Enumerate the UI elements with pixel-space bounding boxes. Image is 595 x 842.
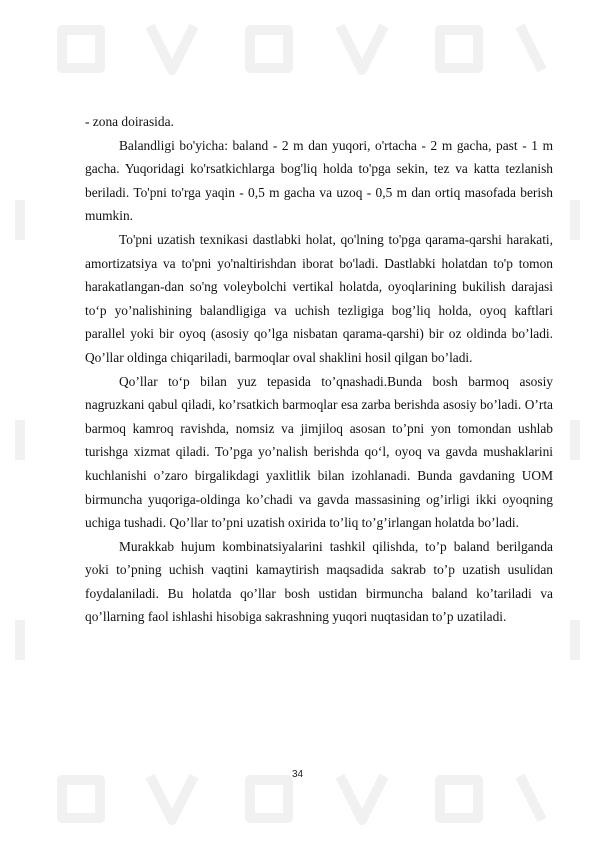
paragraph-pass-technique: To'pni uzatish texnikasi dastlabki holat, qo'lning to'pga qarama-qarshi harakati, amortizatsiya va to'pni yo'naltirishdan iborat bo'ladi. Dastlabki holatdan to'p tomon harakatlangan-dan so'ng voleybolchi vertikal holatda, oyoqlarining bukilish darajasi to‘p yo’nalishining balandligiga va uchish tezligiga bog’liq holda, oyoq kaftlari parallel yoki bir oyoq (asosiy qo’lga nisbatan qarama-qarshi) bir oz oldinda bo’ladi. Qo’llar oldinga chiqariladi, barmoqlar oval shaklini hosil qilgan bo’ladi.	[85, 231, 553, 365]
page-number: 34	[291, 769, 304, 780]
document-body	[85, 110, 553, 629]
paragraph-hand-contact: Qo’llar to‘p bilan yuz tepasida to’qnashadi.Bunda bosh barmoq asosiy nagruzkani qabul qiladi, ko’rsatkich barmoqlar esa zarba berishda asosiy bo’ladi. O’rta barmoq kamroq ravishda, nomsiz va jimjiloq asosan to’pni yon tomondan ushlab turishga xizmat qiladi. To’pga yo’nalish berishda qo‘l, oyoq va gavda mushaklarini kuchlanishi o’zaro birgalikdagi yaxlitlik bilan izohlanadi. Bunda gavdaning UOM birmuncha yuqoriga-oldinga ko’chadi va gavda massasining og’irligi ikki oyoqning uchiga tushadi. Qo’llar to’pni uzatish oxirida to’liq to’g’irlangan holatda bo’ladi.	[85, 373, 553, 531]
paragraph-zone-fragment: - zona doirasida.	[85, 114, 174, 129]
paragraph-jump-pass: Murakkab hujum kombinatsiyalarini tashkil qilishda, to’p baland berilganda yoki to’pning uchish vaqtini kamaytirish maqsadida sakrab to’p uzatish usulidan foydalaniladi. Bu holatda qo’llar bosh ustidan birmuncha baland ko’tariladi va qo’llarning faol ishlashi hisobiga sakrashning yuqori nuqtasidan to’p uzatiladi.	[85, 538, 553, 625]
paragraph-height-classification: Balandligi bo'yicha: baland - 2 m dan yuqori, o'rtacha - 2 m gacha, past - 1 m gacha. Yuqoridagi ko'rsatkichlarga bog'liq holda to'pga sekin, tez va katta tezlanish beriladi. To'pni to'rga yaqin - 0,5 m gacha va uzoq - 0,5 m dan ortiq masofada berish mumkin.	[85, 137, 553, 224]
